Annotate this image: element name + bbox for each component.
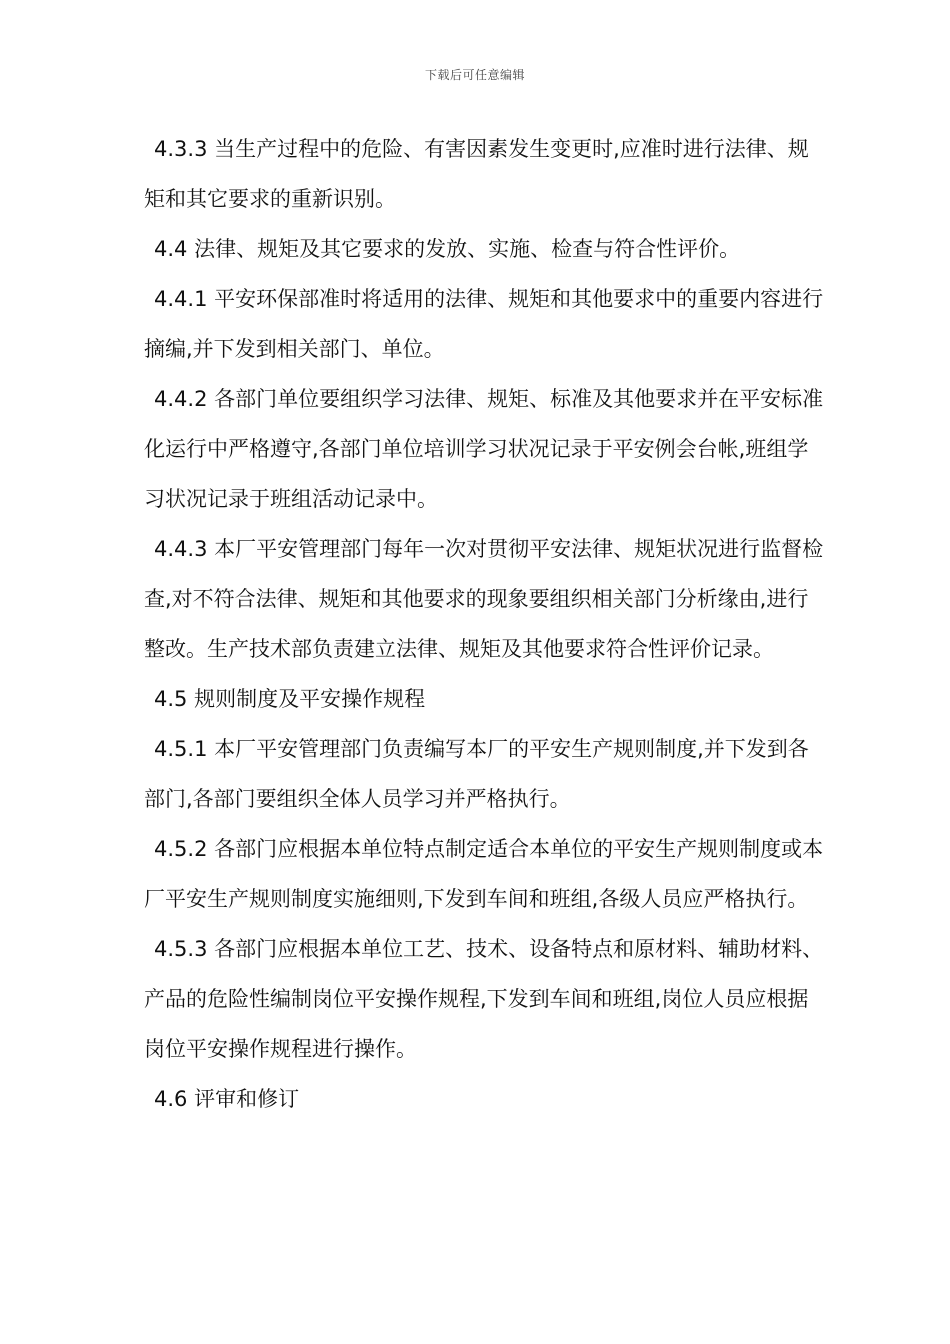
paragraph-4-5-1: 4.5.1 本厂平安管理部门负责编写本厂的平安生产规则制度,并下发到各部门,各部门要组织全体人员学习并严格执行。 <box>144 737 809 811</box>
page-header: 下载后可任意编辑 <box>424 68 525 82</box>
paragraph-4-4-3: 4.4.3 本厂平安管理部门每年一次对贯彻平安法律、规矩状况进行监督检查,对不符合法律、规矩和其他要求的现象要组织相关部门分析缘由,进行整改。生产技术部负责建立法律、规矩及其他要求符合性评价记录。 <box>144 537 824 661</box>
paragraph-4-5-2: 4.5.2 各部门应根据本单位特点制定适合本单位的平安生产规则制度或本厂平安生产规则制度实施细则,下发到车间和班组,各级人员应严格执行。 <box>144 837 824 911</box>
document-body <box>144 124 824 1124</box>
paragraph-4-5-3: 4.5.3 各部门应根据本单位工艺、技术、设备特点和原材料、辅助材料、产品的危险性编制岗位平安操作规程,下发到车间和班组,岗位人员应根据岗位平安操作规程进行操作。 <box>144 937 824 1061</box>
paragraph-4-4: 4.4 法律、规矩及其它要求的发放、实施、检查与符合性评价。 <box>154 237 741 261</box>
paragraph-4-5: 4.5 规则制度及平安操作规程 <box>154 687 426 711</box>
paragraph-4-3-3: 4.3.3 当生产过程中的危险、有害因素发生变更时,应准时进行法律、规矩和其它要求的重新识别。 <box>144 137 809 211</box>
paragraph-4-4-1: 4.4.1 平安环保部准时将适用的法律、规矩和其他要求中的重要内容进行摘编,并下发到相关部门、单位。 <box>144 287 824 361</box>
paragraph-4-4-2: 4.4.2 各部门单位要组织学习法律、规矩、标准及其他要求并在平安标准化运行中严格遵守,各部门单位培训学习状况记录于平安例会台帐,班组学习状况记录于班组活动记录中。 <box>144 387 824 511</box>
paragraph-4-6: 4.6 评审和修订 <box>154 1087 300 1111</box>
